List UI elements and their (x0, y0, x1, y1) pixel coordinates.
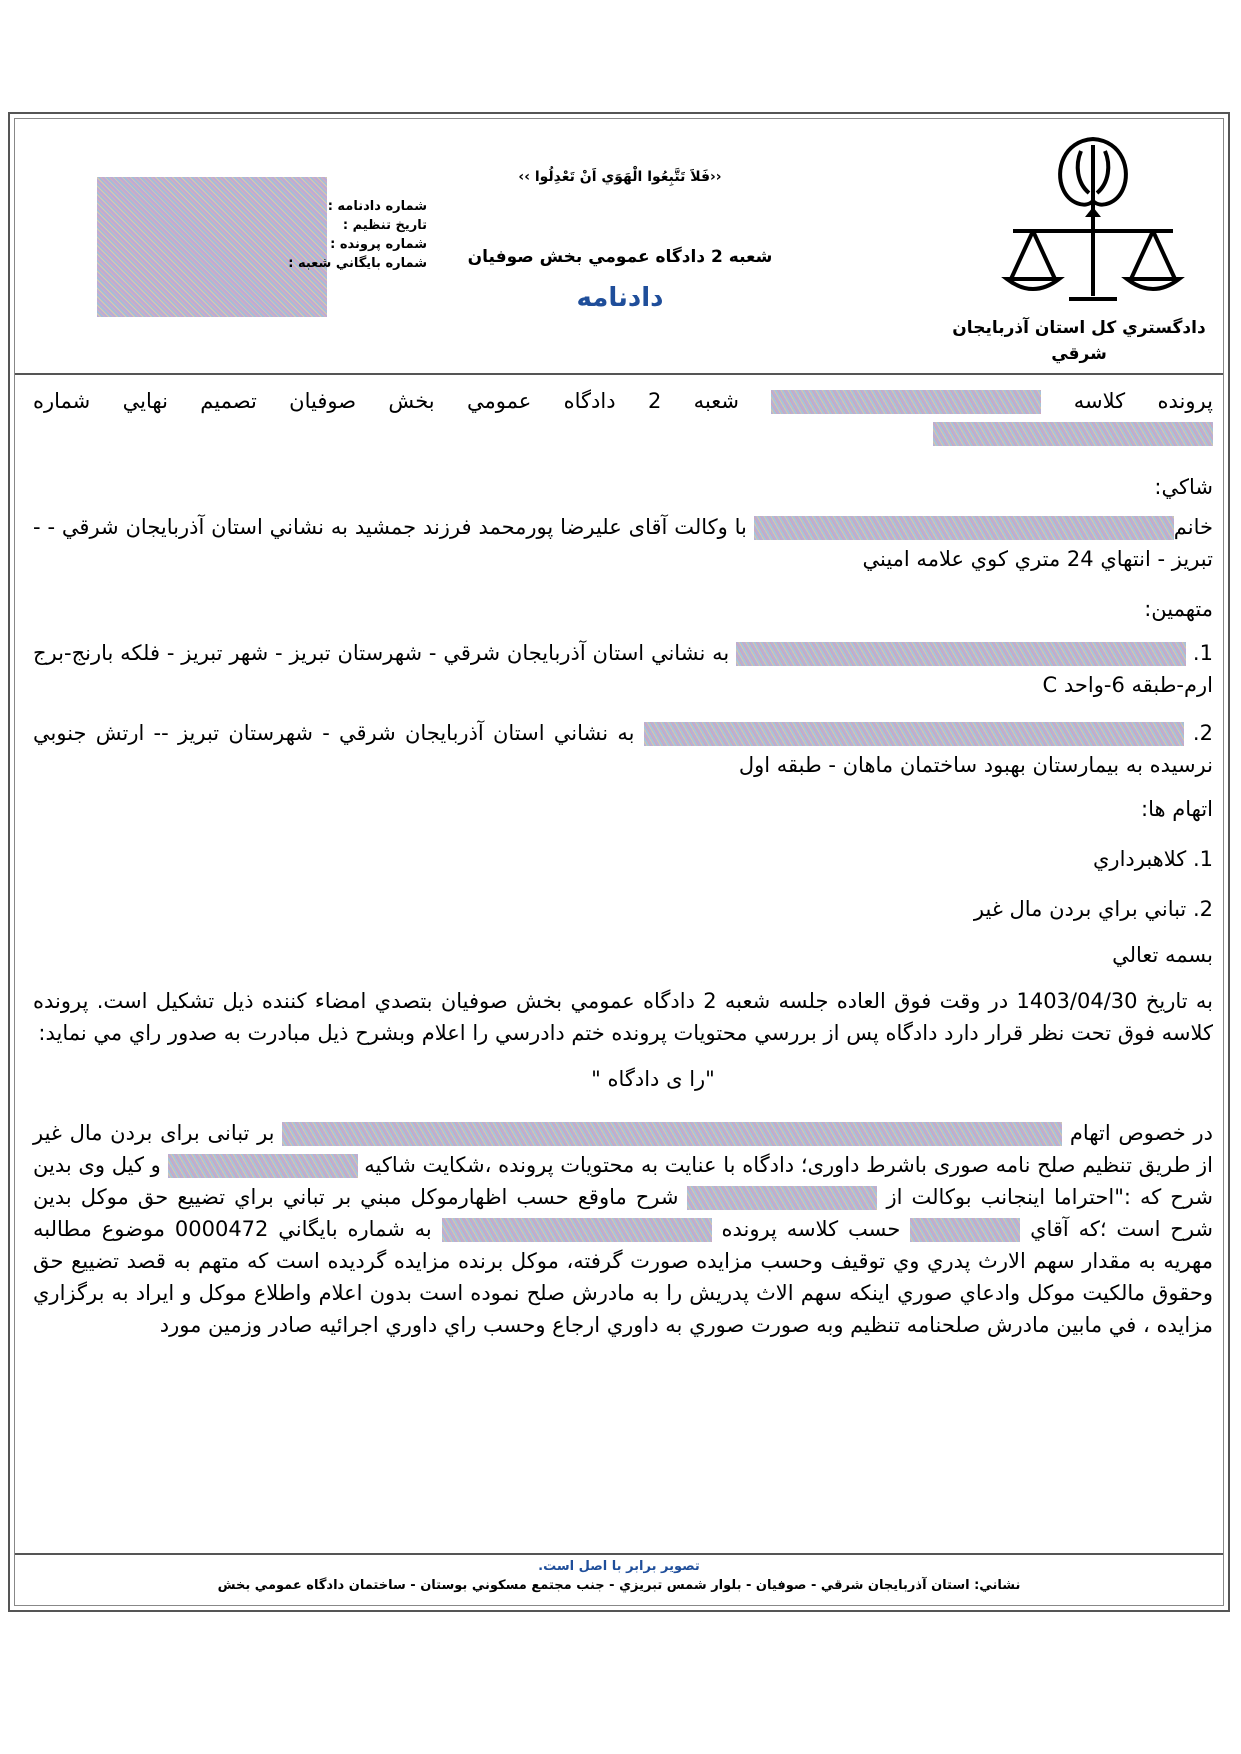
document-inner-border (14, 118, 1224, 1606)
redacted-accused-1-name (736, 642, 1186, 666)
charge-1: 1. کلاهبرداري (1092, 847, 1213, 871)
accused-2-paragraph: 2. به نشاني استان آذربايجان شرقي - شهرستان تبريز -- ارتش جنوبي نرسيده به بيمارستان بهبود ساختمان ماهان - طبقه اول (33, 721, 1213, 777)
redacted-decision-number (933, 422, 1213, 446)
charges-heading: اتهام ها: (1141, 797, 1213, 821)
verdict-paragraph: در خصوص اتهام بر تبانی برای بردن مال غير از طريق تنظيم صلح نامه صوری باشرط داوری؛ دادگاه با عنايت به محتويات پرونده ،شکايت شاکيه و کيل وی بدين شرح که :"احتراما اينجانب بوکالت از شرح ماوقع حسب اظهارموکل مبني بر تباني براي تضييع حق موکل بدين شرح است ؛که آقاي حسب کلاسه پرونده به شماره بايگاني 0000472 موضوع مطالبه مهريه به مقدار سهم الارث پدري وي توقيف وحسب مزايده صورت گرفته، موکل برنده مزايده گرديده است که متهم به قصد تضييع حق وحقوق مالکيت موکل وادعاي صوري اينکه سهم الاث پدريش را به مادرش صلح نموده است بدون اعلام واطلاع موکل و ايراد به برگزاري مزايده ، في مابين مادرش صلحنامه تنظيم وبه صورت صوري به داوري ارجاع وحسب راي داوري اجرائيه صادر وزمين مورد (33, 1121, 1214, 1337)
document-footer (15, 1553, 1223, 1605)
court-name (949, 315, 1209, 367)
redacted-plaintiff-name (168, 1154, 358, 1178)
court-address: نشاني: استان آذربايجان شرقي - صوفيان - بلوار شمس تبريزي - جنب مجتمع مسکوني بوستان - ساختمان دادگاه عمومي بخش (217, 1578, 1021, 1593)
document-type-title: دادنامه (576, 283, 664, 313)
document-body (33, 385, 1213, 1341)
letterhead (15, 119, 1223, 375)
accused-1-paragraph: 1. به نشاني استان آذربايجان شرقي - شهرستان تبريز - شهر تبريز - فلکه بارنج-برج ارم-طبقه 6-واحد C (33, 641, 1213, 697)
meta-label-case: شماره پرونده : (330, 237, 427, 252)
redacted-complainant-name (754, 516, 1174, 540)
quran-verse: ‹‹فَلاَ تَتَّبِعُوا الْهَوَي اَنْ تَعْدِلُوا ›› (518, 169, 722, 185)
iran-emblem-scales-icon (993, 131, 1193, 321)
branch-title: شعبه 2 دادگاه عمومي بخش صوفيان (467, 247, 773, 267)
court-name-line1: دادگستري کل استان آذربايجان (952, 318, 1206, 338)
accused-heading: متهمين: (1144, 597, 1213, 621)
redacted-file-number (442, 1218, 712, 1242)
meta-labels (288, 197, 427, 273)
meta-label-archive: شماره بايگاني شعبه : (288, 256, 427, 271)
complainant-paragraph: خانم با وکالت آقای عليرضا پورمحمد فرزند جمشيد به نشاني استان آذربايجان شرقي - - تبريز - انتهاي 24 متري کوي علامه اميني (33, 515, 1213, 571)
intro-paragraph: پرونده کلاسه شعبه 2 دادگاه عمومي بخش صوفيان تصميم نهايي شماره (33, 385, 1213, 449)
redacted-accused-2-name (644, 722, 1184, 746)
redacted-person-name (910, 1218, 1020, 1242)
complainant-heading: شاکي: (1154, 475, 1213, 499)
case-meta-block (97, 177, 427, 317)
redacted-accused-names (282, 1122, 1062, 1146)
meta-label-date: تاريخ تنظيم : (342, 218, 427, 233)
redacted-case-number (771, 390, 1041, 414)
charge-2: 2. تباني براي بردن مال غير (973, 897, 1213, 921)
document-frame (8, 112, 1230, 1612)
redacted-client-name (687, 1186, 877, 1210)
verdict-title: "را ی دادگاه " (591, 1067, 715, 1091)
session-paragraph: به تاريخ 1403/04/30 در وقت فوق العاده جلسه شعبه 2 دادگاه عمومي بخش صوفيان بتصدي امضاء کننده ذيل تشکيل است. پرونده کلاسه فوق تحت نظر قرار دارد دادگاه پس از بررسي محتويات پرونده ختم دادرسي را اعلام وبشرح ذيل مبادرت به صدور راي مي نمايد: (33, 989, 1213, 1045)
redacted-meta-values (97, 177, 327, 317)
copy-certification: تصوير برابر با اصل است. (538, 1559, 700, 1574)
meta-label-number: شماره دادنامه : (327, 199, 427, 214)
court-name-line2: شرقي (1051, 344, 1107, 364)
bismillah: بسمه تعالي (1112, 943, 1213, 967)
